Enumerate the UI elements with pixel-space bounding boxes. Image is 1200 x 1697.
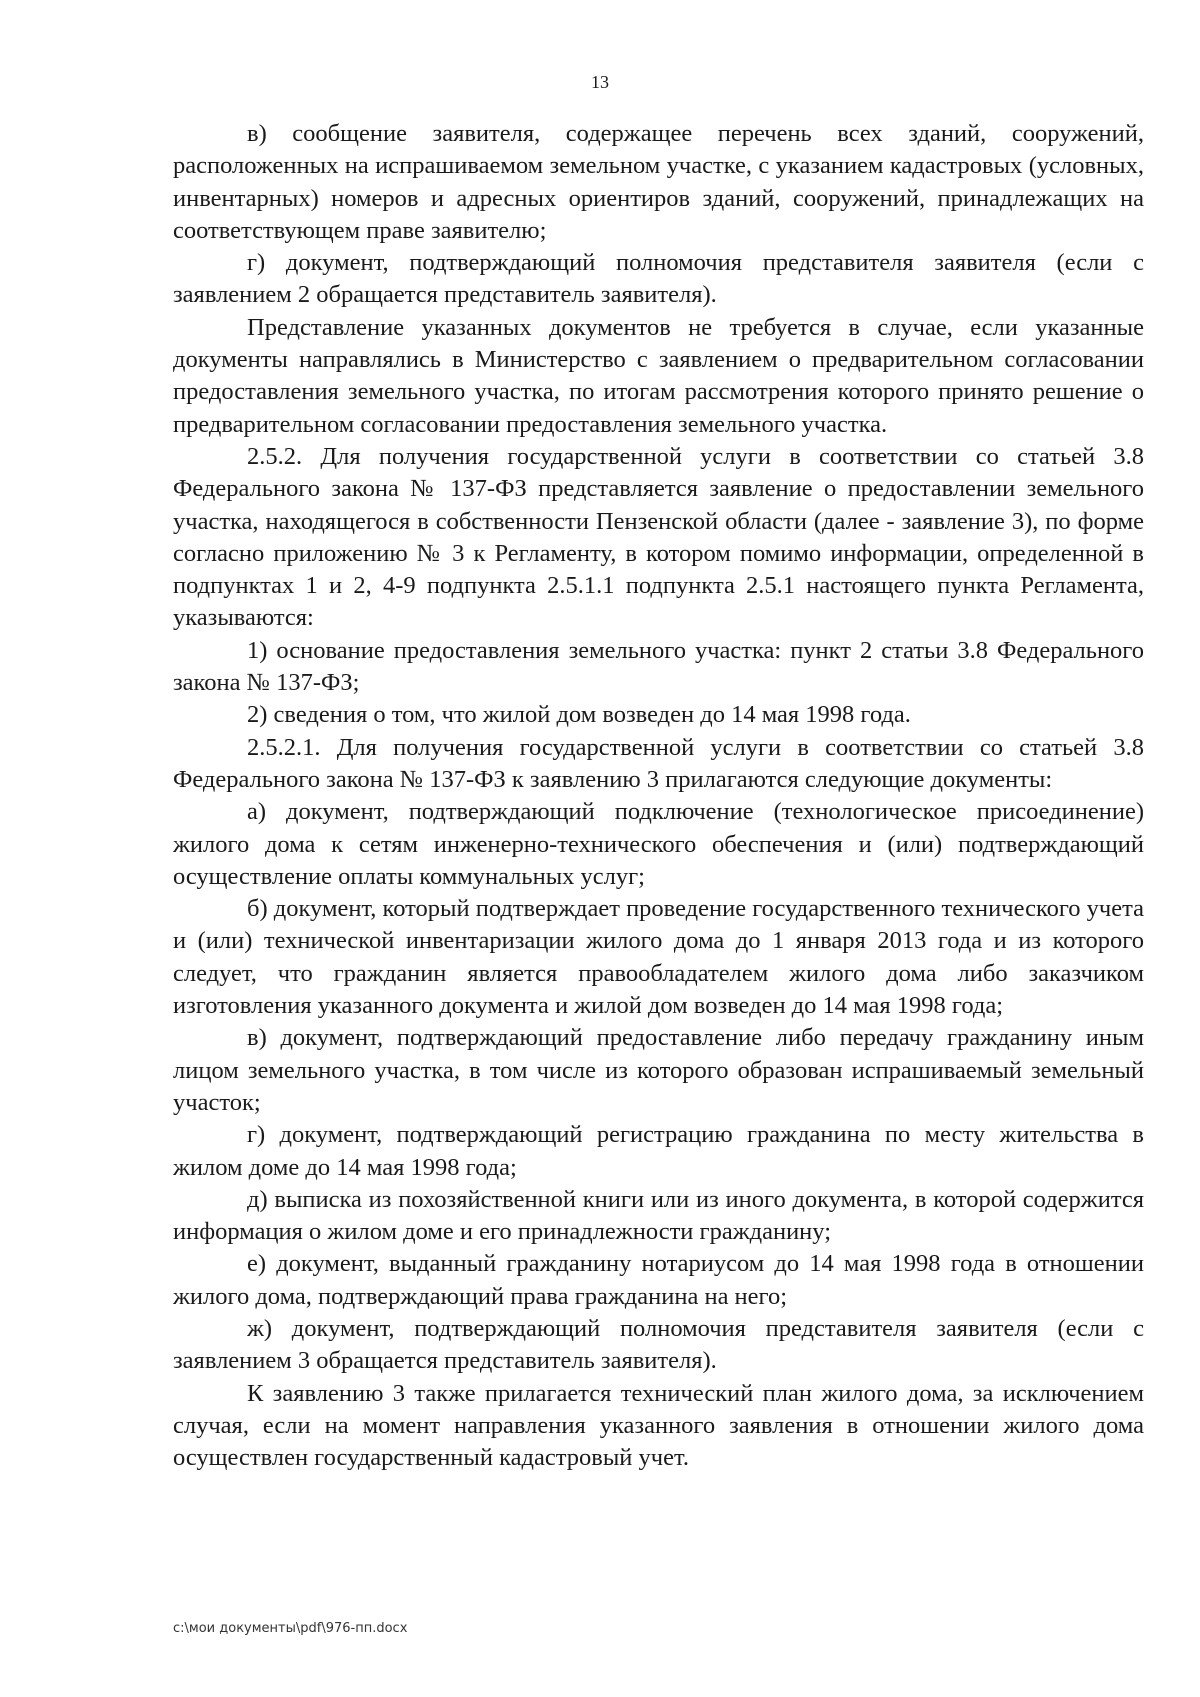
paragraph: в) документ, подтверждающий предоставление либо передачу гражданину иным лицом земельного участка, в том числе из которого образован испрашиваемый земельный участок; bbox=[173, 1024, 1144, 1116]
footer-file-path: c:\мои документы\pdf\976-пп.docx bbox=[173, 1621, 408, 1636]
paragraph: е) документ, выданный гражданину нотариусом до 14 мая 1998 года в отношении жилого дома, подтверждающий права гражданина на него; bbox=[173, 1250, 1144, 1310]
paragraph: 2.5.2.1. Для получения государственной услуги в соответствии со статьей 3.8 Федерального закона № 137-ФЗ к заявлению 3 прилагаются следующие документы: bbox=[173, 733, 1144, 793]
document-body bbox=[173, 118, 1144, 1474]
paragraph: г) документ, подтверждающий полномочия представителя заявителя (если с заявлением 2 обращается представитель заявителя). bbox=[173, 249, 1144, 309]
paragraph: в) сообщение заявителя, содержащее перечень всех зданий, сооружений, расположенных на испрашиваемом земельном участке, с указанием кадастровых (условных, инвентарных) номеров и адресных ориентиров зданий, сооружений, принадлежащих на соответствующем праве заявителю; bbox=[173, 120, 1144, 244]
paragraph: а) документ, подтверждающий подключение (технологическое присоединение) жилого дома к сетям инженерно-технического обеспечения и (или) подтверждающий осуществление оплаты коммунальных услуг; bbox=[173, 798, 1144, 890]
paragraph: 2.5.2. Для получения государственной услуги в соответствии со статьей 3.8 Федерального закона № 137-ФЗ представляется заявление о предоставлении земельного участка, находящегося в собственности Пензенской области (далее - заявление 3), по форме согласно приложению № 3 к Регламенту, в котором помимо информации, определенной в подпунктах 1 и 2, 4-9 подпункта 2.5.1.1 подпункта 2.5.1 настоящего пункта Регламента, указываются: bbox=[173, 442, 1144, 632]
paragraph: К заявлению 3 также прилагается технический план жилого дома, за исключением случая, если на момент направления указанного заявления в отношении жилого дома осуществлен государственный кадастровый учет. bbox=[173, 1379, 1144, 1472]
paragraph: ж) документ, подтверждающий полномочия представителя заявителя (если с заявлением 3 обращается представитель заявителя). bbox=[173, 1314, 1144, 1375]
paragraph: б) документ, который подтверждает проведение государственного технического учета и (или) технической инвентаризации жилого дома до 1 января 2013 года и из которого следует, что гражданин является правообладателем жилого дома либо заказчиком изготовления указанного документа и жилой дом возведен до 14 мая 1998 года; bbox=[173, 895, 1144, 1020]
paragraph: г) документ, подтверждающий регистрацию гражданина по месту жительства в жилом доме до 14 мая 1998 года; bbox=[173, 1121, 1144, 1181]
paragraph: 2) сведения о том, что жилой дом возведен до 14 мая 1998 года. bbox=[247, 701, 911, 729]
paragraph: д) выписка из похозяйственной книги или из иного документа, в которой содержится информация о жилом доме и его принадлежности гражданину; bbox=[173, 1185, 1144, 1246]
page-number: 13 bbox=[591, 72, 609, 92]
paragraph: 1) основание предоставления земельного участка: пункт 2 статьи 3.8 Федерального закона № 137-ФЗ; bbox=[173, 636, 1144, 697]
paragraph: Представление указанных документов не требуется в случае, если указанные документы направлялись в Министерство с заявлением о предварительном согласовании предоставления земельного участка, по итогам рассмотрения которого принято решение о предварительном согласовании предоставления земельного участка. bbox=[173, 313, 1144, 438]
